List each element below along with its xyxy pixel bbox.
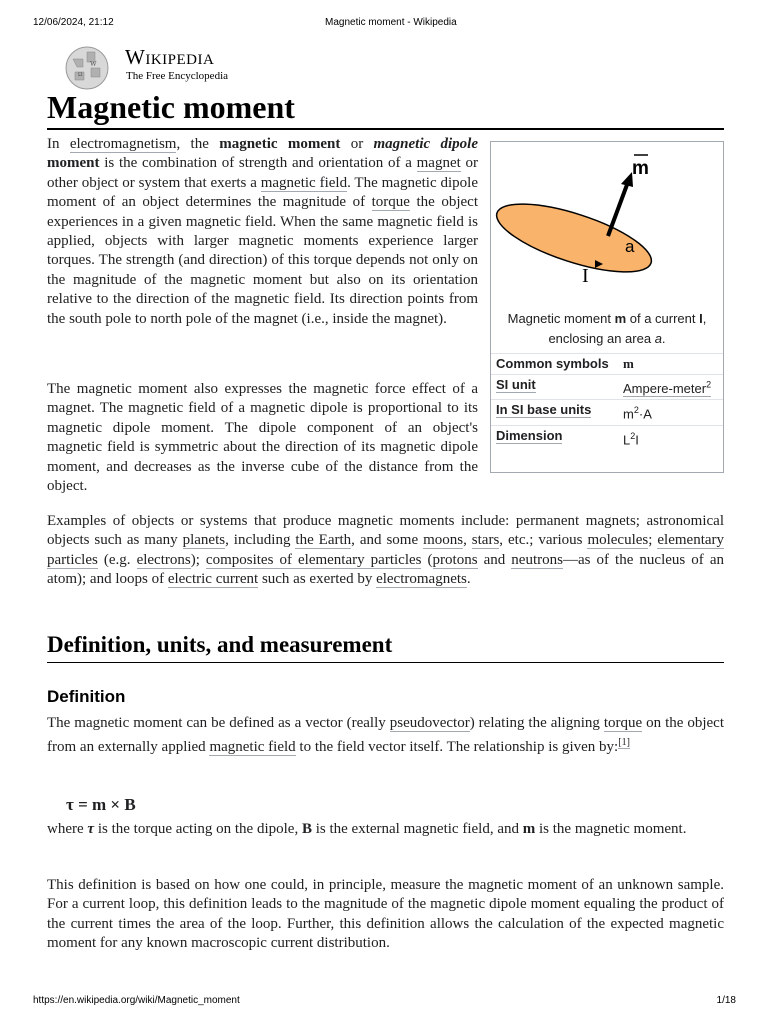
article-link[interactable]: electric current — [167, 571, 259, 588]
text-run: , including — [225, 532, 296, 549]
text-run: , etc.; various — [499, 532, 588, 549]
text-run: This definition is based on how one could, in principle, measure the magnetic moment of an unknown sample. For a current loop, this definition leads to the magnitude of the magnetic dipole moment equaling the product of the current times the area of the loop. Further, this definition allows the calculation of the expected magnetic moment for any known macroscopic current distribution. — [47, 877, 724, 952]
definition-paragraph-1 — [47, 714, 724, 758]
text-run: ); — [190, 551, 206, 568]
text-run: —as of the nucleus of an atom); and loops of — [47, 551, 724, 588]
text-run: (e.g. — [97, 551, 137, 568]
article-link[interactable]: molecules — [587, 532, 649, 549]
article-link[interactable]: stars — [471, 532, 500, 549]
text-run: , the — [176, 136, 220, 152]
text-run: and — [477, 551, 512, 568]
subsection-heading: Definition — [47, 687, 126, 706]
text-run: is the magnetic moment. — [535, 821, 687, 837]
text-run: , and some — [351, 532, 424, 549]
wikipedia-tagline: The Free Encyclopedia — [126, 70, 229, 82]
infobox-row-si-unit — [491, 374, 723, 399]
infobox — [490, 141, 724, 473]
text-run: τ — [87, 821, 95, 837]
text-run: or other object or system that exerts a — [47, 155, 478, 191]
text-run: , — [463, 532, 472, 549]
article-link[interactable]: torque — [603, 715, 643, 731]
intro-paragraph-3 — [47, 512, 724, 590]
text-run: B — [301, 821, 312, 837]
text-run: . — [466, 571, 471, 588]
text-run: is the external magnetic field, and — [311, 821, 523, 837]
text-run: is the combination of strength and orientation of a — [99, 155, 417, 172]
text-run: ) relating the aligning — [469, 715, 604, 731]
article-link[interactable]: elementary particles — [47, 532, 725, 568]
article-link[interactable]: neutrons — [511, 551, 563, 568]
page-title: Magnetic moment — [47, 86, 724, 130]
article-link[interactable]: composites of elementary particles — [205, 551, 422, 568]
article-link[interactable]: [1] — [618, 737, 630, 749]
print-date: 12/06/2024, 21:12 — [33, 17, 114, 28]
intro-paragraph-1 — [47, 135, 478, 329]
article-link[interactable]: planets — [182, 532, 226, 549]
wikipedia-globe-icon[interactable] — [63, 44, 123, 90]
wikipedia-wordmark[interactable]: Wikipedia — [125, 45, 215, 69]
intro-paragraph-2 — [47, 380, 478, 496]
article-link[interactable]: magnetic field — [260, 174, 348, 191]
page-number: 1/18 — [716, 995, 736, 1006]
text-run: magnetic dipole — [373, 136, 478, 152]
text-run: In — [47, 136, 70, 152]
text-run: The magnetic moment also expresses the magnetic force effect of a magnet. The magnetic field of a magnetic dipole is proportional to its magnetic dipole moment. The dipole component of an object's magnetic field is symmetric about the direction of its magnetic dipole moment, and decreases as the inverse cube of the distance from the object. — [47, 381, 478, 495]
si-unit-link[interactable]: SI unit — [496, 377, 536, 392]
text-run: is the torque acting on the dipole, — [94, 821, 302, 837]
text-run: Examples of objects or systems that produce magnetic moments include: permanent magnets; astronomical objects such as many — [47, 513, 724, 549]
article-link[interactable]: the Earth — [295, 532, 352, 549]
infobox-row-base-units: In SI base units $m^2\cdot A$ — [491, 399, 723, 424]
svg-text:Ω: Ω — [78, 72, 83, 78]
infobox-row-dimension: Dimension $L^2I$ — [491, 425, 723, 450]
infobox-row-symbols: Common symbols m — [491, 353, 723, 374]
si-base-units-link[interactable]: In SI base units — [496, 402, 592, 418]
article-link[interactable]: moons — [423, 532, 464, 549]
article-link[interactable]: electrons — [136, 551, 191, 568]
text-run: the object experiences in a given magnetic field. When the same magnetic field is applied, objects with larger magnetic moments experience larger torques. The strength (and direction) of this torque depends not only on the magnitude of the magnetic moment but also on its orientation relative to the direction of the magnetic field. Its direction points from the south pole to north pole of the magnet (i.e., inside the magnet). — [47, 194, 478, 327]
dimension-link[interactable]: Dimension — [496, 427, 563, 443]
print-url: https://en.wikipedia.org/wiki/Magnetic_moment — [33, 995, 240, 1006]
text-run: on the object from an externally applied — [47, 715, 725, 756]
article-link[interactable]: electromagnets — [376, 571, 467, 588]
text-run: m — [522, 821, 536, 837]
text-run: ; — [648, 532, 658, 549]
svg-text:W: W — [90, 60, 97, 68]
text-run: ( — [421, 551, 433, 568]
article-link[interactable]: magnet — [416, 155, 461, 172]
text-run: . The magnetic dipole moment of an object determines the magnitude of — [47, 174, 478, 211]
text-run: magnetic moment — [219, 136, 341, 152]
text-run: or — [340, 136, 374, 152]
ampere-meter-link[interactable]: Ampere-meter$^2$ — [623, 380, 712, 397]
vector-m-label: m — [632, 158, 649, 179]
magnetic-moment-figure[interactable] — [491, 142, 723, 302]
text-run: moment — [47, 155, 100, 172]
article-link[interactable]: torque — [371, 194, 410, 211]
current-label: I — [582, 265, 589, 287]
article-link[interactable]: pseudovector — [389, 715, 470, 731]
article-link[interactable]: protons — [432, 551, 478, 568]
area-label: a — [625, 237, 635, 256]
definition-paragraph-2 — [47, 820, 724, 839]
article-link[interactable]: electromagnetism — [69, 136, 177, 152]
text-run: The magnetic moment can be defined as a vector (really — [47, 715, 390, 731]
definition-paragraph-3 — [47, 876, 724, 954]
article-link[interactable]: magnetic field — [209, 739, 296, 756]
text-run: to the field vector itself. The relationship is given by: — [295, 739, 619, 756]
torque-formula: τ = m × B — [66, 795, 136, 814]
print-title: Magnetic moment - Wikipedia — [325, 17, 457, 28]
infobox-caption: Magnetic moment m of a current I, enclosing an area a. — [507, 311, 707, 346]
text-run: where — [47, 821, 88, 837]
text-run: such as exerted by — [258, 571, 377, 588]
section-heading: Definition, units, and measurement — [47, 630, 724, 663]
